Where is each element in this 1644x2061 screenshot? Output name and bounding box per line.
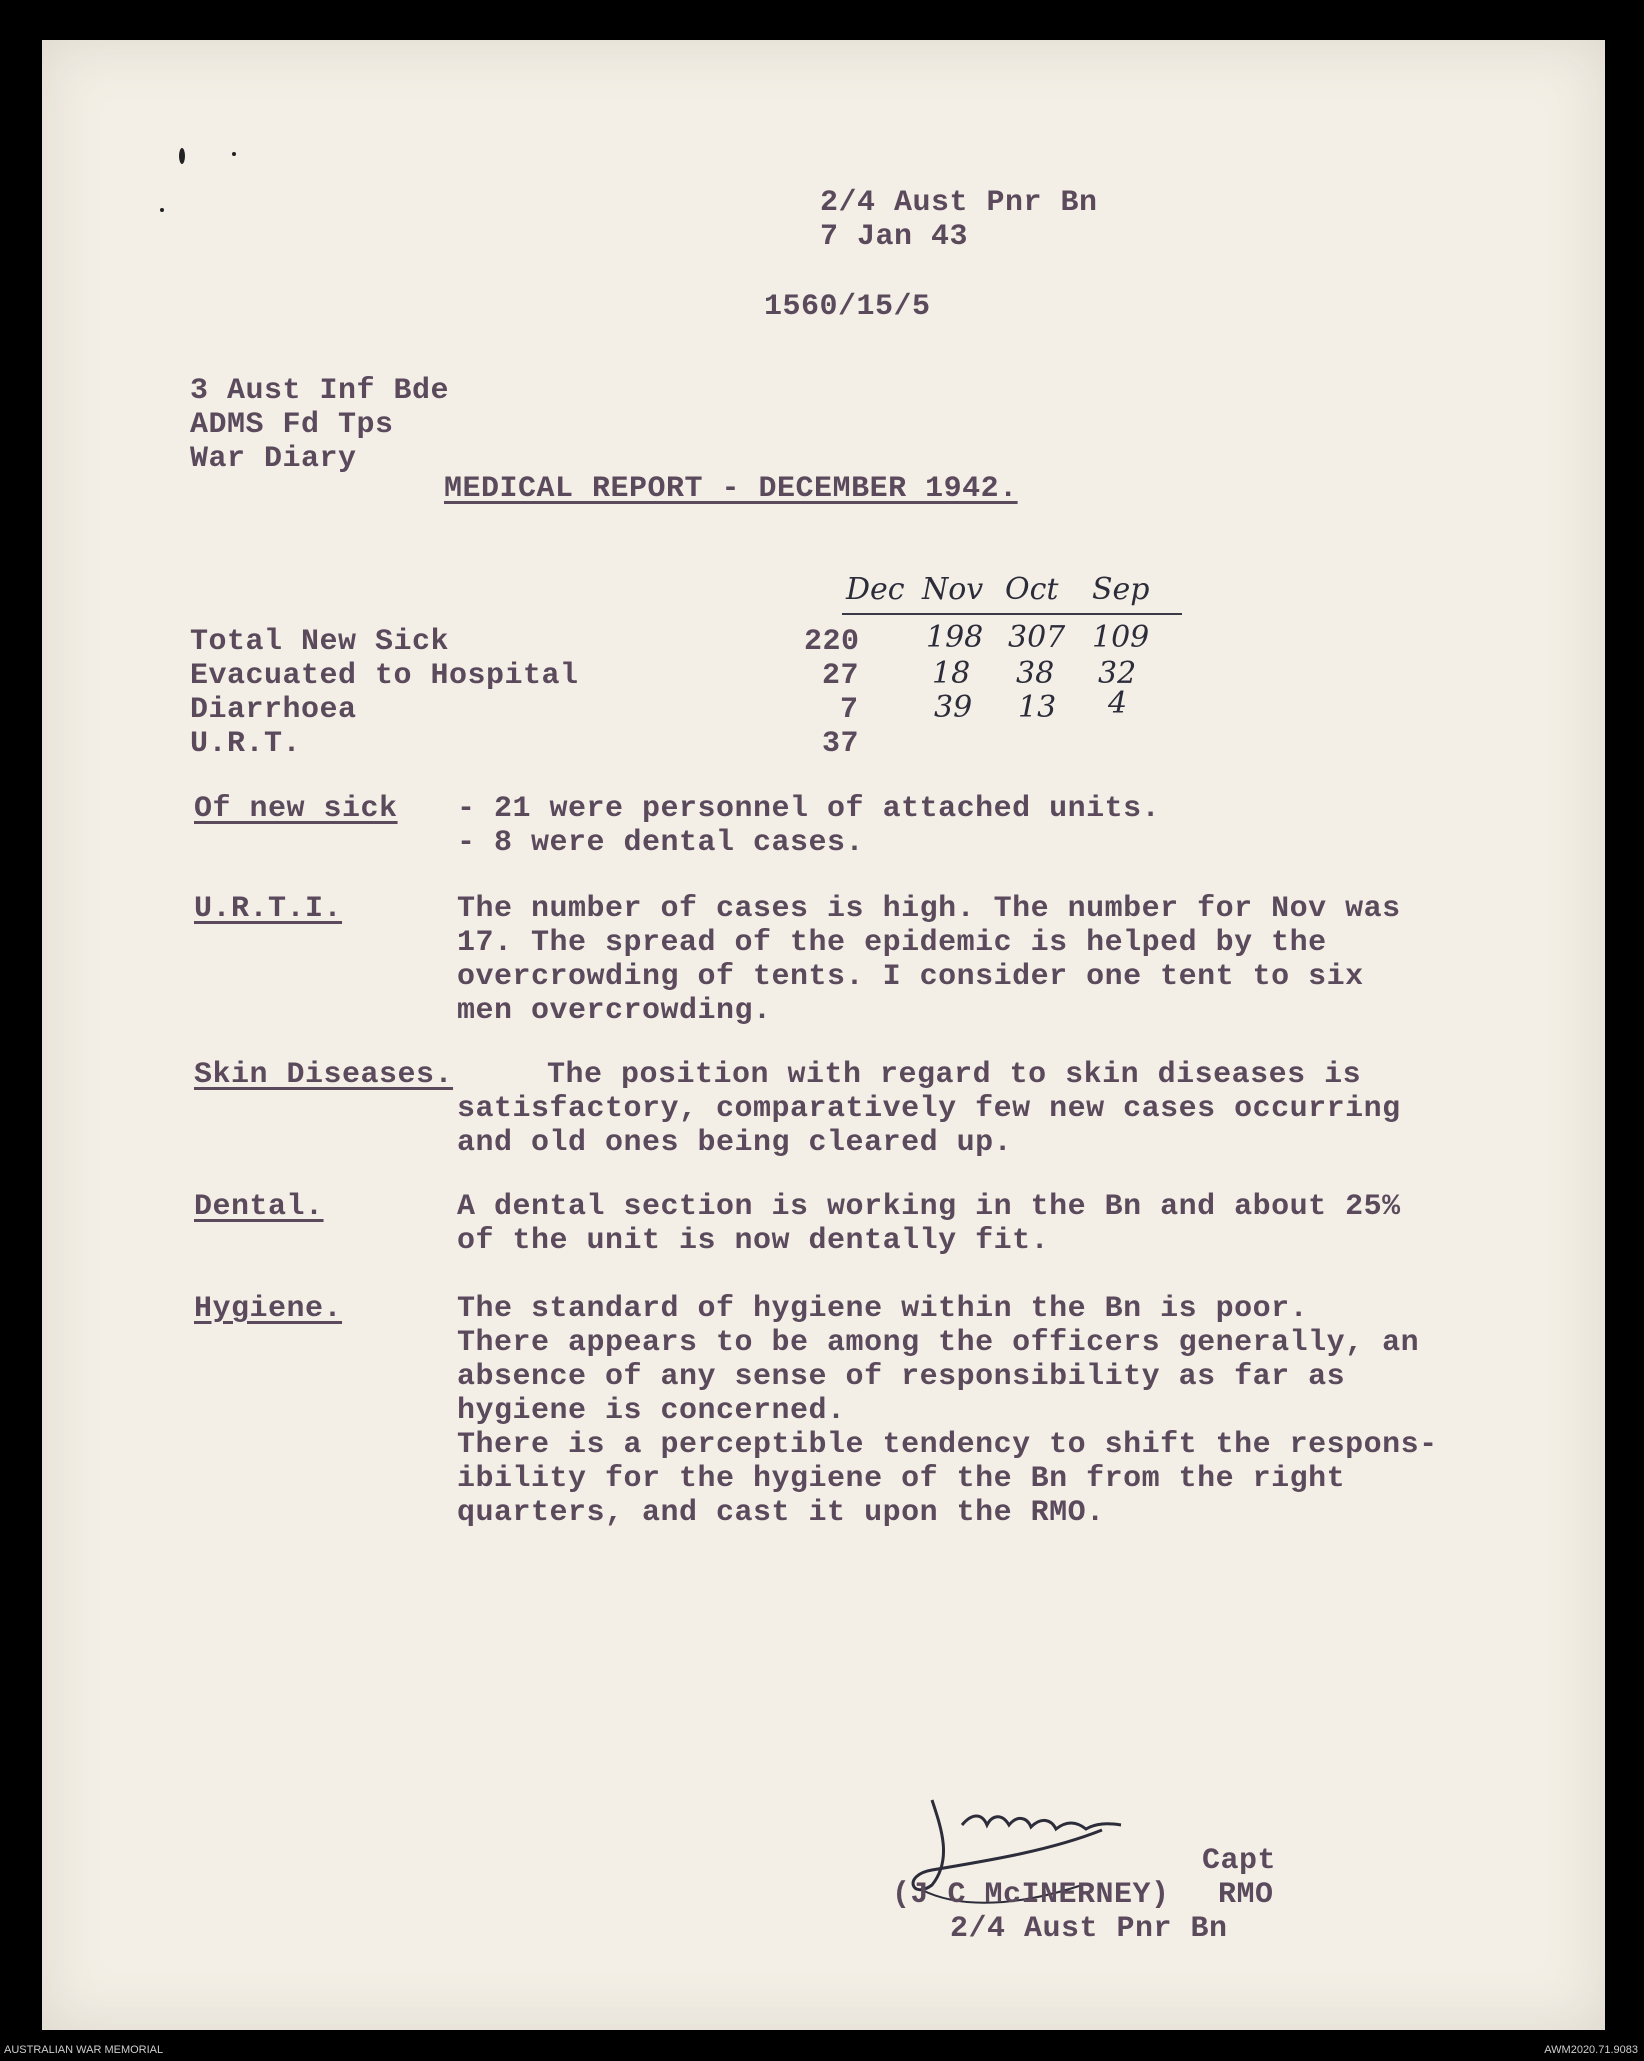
body-line: There appears to be among the officers generally, an <box>457 1326 1420 1360</box>
column-header-nov: Nov <box>922 572 984 607</box>
body-line: and old ones being cleared up. <box>457 1126 1013 1160</box>
section-heading-urti: U.R.T.I. <box>194 892 343 926</box>
cell-nov: 39 <box>934 690 973 725</box>
section-body-skin <box>457 1058 1401 1160</box>
archive-credit: AUSTRALIAN WAR MEMORIAL <box>4 2044 164 2056</box>
section-heading-hygiene: Hygiene. <box>194 1292 343 1326</box>
cell-sep: 109 <box>1092 620 1150 655</box>
cell-sep: 4 <box>1108 686 1128 721</box>
sender-unit: 2/4 Aust Pnr Bn <box>820 186 1098 220</box>
cell-dec: 37 <box>822 727 860 761</box>
row-label: Diarrhoea <box>190 693 357 727</box>
section-heading-dental: Dental. <box>194 1190 324 1224</box>
body-line: absence of any sense of responsibility as far as <box>457 1360 1346 1394</box>
body-line: The position with regard to skin diseases is <box>547 1058 1362 1092</box>
signatory-name: (J C McINERNEY) <box>892 1878 1170 1912</box>
body-line: - 21 were personnel of attached units. <box>457 792 1161 826</box>
cell-sep: 32 <box>1098 656 1137 691</box>
body-line: men overcrowding. <box>457 994 772 1028</box>
addressee: ADMS Fd Tps <box>190 408 394 442</box>
addressee: War Diary <box>190 442 357 476</box>
body-line: - 8 were dental cases. <box>457 826 865 860</box>
column-header-oct: Oct <box>1005 572 1059 607</box>
signatory-role: RMO <box>1218 1878 1274 1912</box>
body-line: of the unit is now dentally fit. <box>457 1224 1050 1258</box>
section-body-new-sick <box>457 792 1160 860</box>
section-body-hygiene <box>457 1292 1438 1530</box>
cell-oct: 38 <box>1016 656 1055 691</box>
reference-number: 1560/15/5 <box>764 290 931 324</box>
section-body-urti <box>457 892 1401 1028</box>
body-line: A dental section is working in the Bn and about 25% <box>457 1190 1401 1224</box>
section-heading-skin: Skin Diseases. <box>194 1058 454 1092</box>
signatory-rank: Capt <box>1202 1844 1277 1878</box>
body-line: 17. The spread of the epidemic is helped by the <box>457 926 1327 960</box>
body-line: overcrowding of tents. I consider one tent to six <box>457 960 1364 994</box>
column-header-dec: Dec <box>846 572 905 607</box>
paper-mark <box>160 208 164 212</box>
document-page <box>42 40 1605 2030</box>
cell-nov: 18 <box>932 656 971 691</box>
paper-mark <box>232 152 236 156</box>
body-line: The standard of hygiene within the Bn is poor. <box>457 1292 1309 1326</box>
cell-dec: 220 <box>804 625 860 659</box>
cell-nov: 198 <box>926 620 984 655</box>
paper-mark <box>179 148 185 164</box>
cell-dec: 27 <box>822 659 860 693</box>
archive-reference: AWM2020.71.9083 <box>1544 2044 1638 2056</box>
column-header-rule <box>842 613 1182 615</box>
column-header-sep: Sep <box>1092 572 1150 607</box>
report-date: 7 Jan 43 <box>820 220 969 254</box>
row-label: Evacuated to Hospital <box>190 659 579 693</box>
body-line: There is a perceptible tendency to shift the respons- <box>457 1428 1438 1462</box>
row-label: U.R.T. <box>190 727 302 761</box>
cell-dec: 7 <box>840 693 859 727</box>
body-line: The number of cases is high. The number for Nov was <box>457 892 1401 926</box>
section-heading-new-sick: Of new sick <box>194 792 398 826</box>
addressee-list <box>190 374 449 476</box>
cell-oct: 307 <box>1008 620 1066 655</box>
addressee: 3 Aust Inf Bde <box>190 374 450 408</box>
body-line: satisfactory, comparatively few new cases occurring <box>457 1092 1401 1126</box>
body-line: quarters, and cast it upon the RMO. <box>457 1496 1105 1530</box>
cell-oct: 13 <box>1018 690 1057 725</box>
section-body-dental <box>457 1190 1401 1258</box>
body-line: ibility for the hygiene of the Bn from the right <box>457 1462 1346 1496</box>
report-title: MEDICAL REPORT - DECEMBER 1942. <box>444 472 1018 506</box>
body-line: hygiene is concerned. <box>457 1394 846 1428</box>
signatory-unit: 2/4 Aust Pnr Bn <box>950 1912 1228 1946</box>
row-label: Total New Sick <box>190 625 450 659</box>
